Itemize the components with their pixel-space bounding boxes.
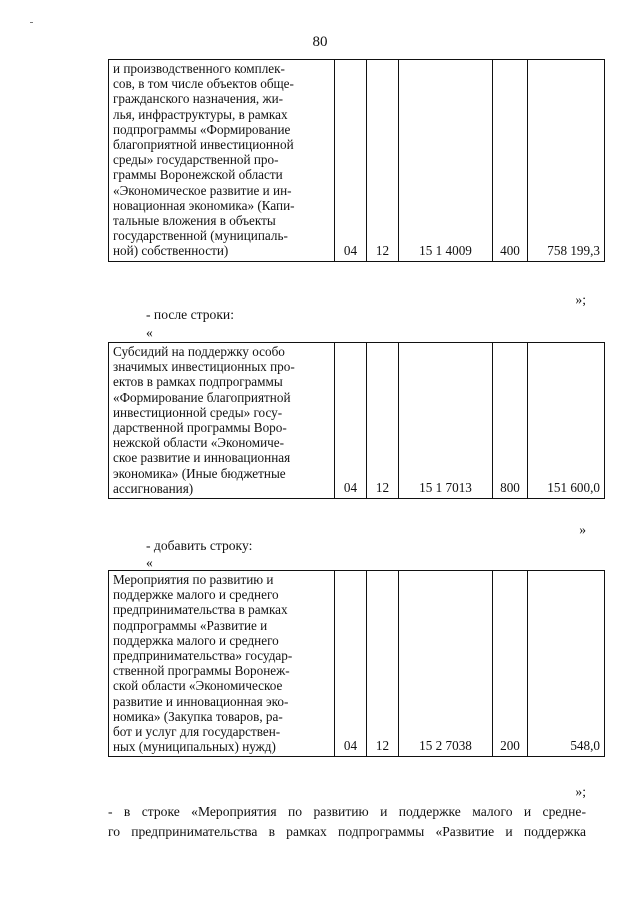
table-row [109,343,605,499]
closing-quote: »; [575,784,586,799]
opening-quote: « [146,325,153,340]
description-line: Субсидий на поддержку особо [113,344,285,359]
row-description [109,343,335,499]
instruction-after-row: - после строки: [146,307,234,322]
description-line: дарственной программы Воро- [113,420,287,436]
page-number: 80 [312,34,328,50]
amount: 548,0 [528,571,605,757]
description-line: ектов в рамках подпрограммы [113,374,283,390]
description-line: лья, инфраструктуры, в рамках [113,106,288,122]
description-line: бот и услуг для государствен- [113,724,281,740]
description-line: нежской области «Экономиче- [113,435,285,451]
subsection-code: 12 [367,571,399,757]
budget-table-2 [108,342,605,499]
closing-quote: »; [575,292,586,307]
expense-type-code: 400 [493,60,528,262]
paragraph-line: го предпринимательства в рамках подпрограммы «Развитие и поддержка [108,824,586,839]
closing-quote: » [579,522,586,537]
instruction-add-row: - добавить строку: [146,538,253,553]
description-line: гражданского назначения, жи- [113,91,284,107]
description-line: инвестиционной среды» госу- [113,404,283,420]
subsection-code: 12 [367,343,399,499]
description-line: среды» государственной про- [113,152,279,168]
table-row [109,60,605,262]
subsection-code: 12 [367,60,399,262]
description-line: развитие и инновационная эко- [113,693,289,709]
description-line: предпринимательства в рамках [113,602,288,618]
description-line: Мероприятия по развитию и [113,572,274,587]
description-line: сов, в том числе объектов обще- [113,76,294,92]
row-description [109,571,335,757]
description-line: ной) собственности) [113,243,229,259]
description-line: ных (муниципальных) нужд) [113,739,276,755]
description-line: поддержке малого и среднего [113,587,279,603]
description-line: значимых инвестиционных про- [113,359,295,375]
description-line: ское развитие и инновационная [113,450,291,466]
description-line: благоприятной инвестиционной [113,137,294,153]
description-line: подпрограммы «Формирование [113,121,291,137]
description-line: ственной программы Воронеж- [113,663,290,679]
target-article-code: 15 1 4009 [399,60,493,262]
description-line: экономика» (Иные бюджетные [113,465,286,481]
instruction-paragraph [108,802,586,842]
expense-type-code: 200 [493,571,528,757]
description-line: номика» (Закупка товаров, ра- [113,708,283,724]
expense-type-code: 800 [493,343,528,499]
row-description [109,60,335,262]
description-line: предпринимательства» государ- [113,648,293,664]
section-code: 04 [335,60,367,262]
amount: 151 600,0 [528,343,605,499]
description-line: новационная экономика» (Капи- [113,197,295,213]
target-article-code: 15 1 7013 [399,343,493,499]
description-line: ассигнования) [113,480,194,496]
budget-table-3 [108,570,605,757]
description-line: государственной (муниципаль- [113,228,288,244]
description-line: поддержка малого и среднего [113,632,279,648]
description-line: «Экономическое развитие и ин- [113,182,292,198]
description-line: ской области «Экономическое [113,678,283,694]
description-line: тальные вложения в объекты [113,213,276,229]
section-code: 04 [335,571,367,757]
section-code: 04 [335,343,367,499]
description-line: подпрограммы «Развитие и [113,617,268,633]
amount: 758 199,3 [528,60,605,262]
scan-artifact [30,22,33,23]
description-line: граммы Воронежской области [113,167,283,183]
description-line: и производственного комплек- [113,61,285,76]
description-line: «Формирование благоприятной [113,389,291,405]
target-article-code: 15 2 7038 [399,571,493,757]
paragraph-line: - в строке «Мероприятия по развитию и поддержке малого и средне- [108,804,586,819]
budget-table-1 [108,59,605,262]
opening-quote: « [146,555,153,570]
table-row [109,571,605,757]
